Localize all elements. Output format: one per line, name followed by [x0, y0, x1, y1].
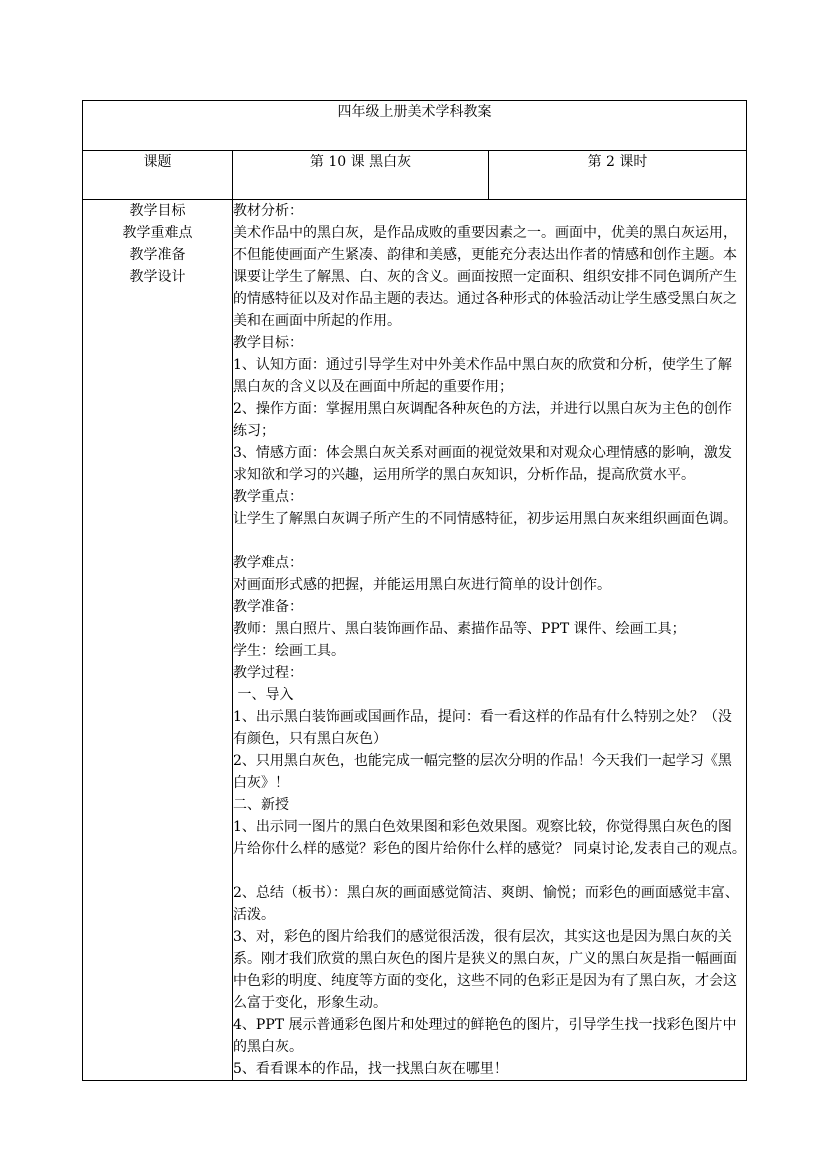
content-line: 么富于变化，形象生动。: [233, 995, 387, 1011]
content-line: 教材分析：: [233, 203, 303, 219]
content-line: 求知欲和学习的兴趣，运用所学的黑白灰知识，分析作品，提高欣赏水平。: [233, 467, 695, 483]
content-row: [83, 200, 747, 1081]
header-row: [83, 151, 747, 200]
content-line: 活泼。: [233, 907, 275, 923]
content-line: 2、只用黑白灰色，也能完成一幅完整的层次分明的作品！今天我们一起学习《黑: [233, 753, 732, 769]
lesson-period: 第 2 课时: [489, 151, 747, 200]
content-line: 片给你什么样的感觉？彩色的图片给你什么样的感觉？ 同桌讨论,发表自己的观点。: [233, 841, 746, 857]
topic-label: 课题: [83, 151, 233, 200]
document-title: 四年级上册美术学科教案: [83, 101, 747, 151]
content-line: 黑白灰的含义以及在画面中所起的重要作用；: [233, 379, 513, 395]
lesson-content: [233, 200, 747, 1081]
content-line: 教师：黑白照片、黑白装饰画作品、素描作品等、PPT 课件、绘画工具；: [233, 621, 686, 637]
content-line: 一、导入: [233, 687, 294, 703]
content-line: 2、总结（板书）：黑白灰的画面感觉简洁、爽朗、愉悦；而彩色的画面感觉丰富、: [233, 885, 739, 901]
content-line: 中色彩的明度、纯度等方面的变化，这些不同的色彩正是因为有了黑白灰，才会这: [233, 973, 737, 989]
content-line: 白灰》！: [233, 775, 289, 791]
content-line: 学生：绘画工具。: [233, 643, 345, 659]
content-line: 二、新授: [233, 797, 289, 813]
content-line: 美术作品中的黑白灰，是作品成败的重要因素之一。画面中，优美的黑白灰运用，: [233, 225, 737, 241]
content-line: 教学过程：: [233, 665, 303, 681]
lesson-name: 第 10 课 黑白灰: [233, 151, 489, 200]
content-line: 3、对，彩色的图片给我们的感觉很活泼，很有层次，其实这也是因为黑白灰的关: [233, 929, 732, 945]
side-label-key-points: 教学重难点: [122, 225, 193, 241]
title-row: [83, 101, 747, 151]
content-line: 1、认知方面：通过引导学生对中外美术作品中黑白灰的欣赏和分析，使学生了解: [233, 357, 732, 373]
side-label-preparation: 教学准备: [129, 247, 186, 263]
side-labels: [83, 200, 233, 1081]
content-line: 让学生了解黑白灰调子所产生的不同情感特征，初步运用黑白灰来组织画面色调。: [233, 511, 737, 527]
content-line: 1、出示黑白装饰画或国画作品，提问：看一看这样的作品有什么特别之处？（没: [233, 709, 732, 725]
content-line: 教学目标：: [233, 335, 303, 351]
content-line: 系。刚才我们欣赏的黑白灰色的图片是狭义的黑白灰，广义的黑白灰是指一幅画面: [233, 951, 737, 967]
content-line: 不但能使画面产生紧凑、韵律和美感，更能充分表达出作者的情感和创作主题。本: [233, 247, 737, 263]
blank-line: [233, 530, 746, 552]
content-line: 的情感特征以及对作品主题的表达。通过各种形式的体验活动让学生感受黑白灰之: [233, 291, 737, 307]
content-line: 4、PPT 展示普通彩色图片和处理过的鲜艳色的图片，引导学生找一找彩色图片中: [233, 1017, 737, 1033]
content-line: 3、情感方面：体会黑白灰关系对画面的视觉效果和对观众心理情感的影响，激发: [233, 445, 732, 461]
content-line: 有颜色，只有黑白灰色）: [233, 731, 387, 747]
content-line: 美和在画面中所起的作用。: [233, 313, 401, 329]
content-lines: [233, 200, 746, 1080]
content-line: 教学准备：: [233, 599, 303, 615]
content-line: 课要让学生了解黑、白、灰的含义。画面按照一定面积、组织安排不同色调所产生: [233, 269, 737, 285]
blank-line: [233, 860, 746, 882]
side-label-objectives: 教学目标: [129, 203, 186, 219]
content-line: 教学难点：: [233, 555, 303, 571]
side-label-design: 教学设计: [129, 269, 186, 285]
content-line: 2、操作方面：掌握用黑白灰调配各种灰色的方法，并进行以黑白灰为主色的创作: [233, 401, 732, 417]
content-line: 教学重点：: [233, 489, 303, 505]
content-line: 5、看看课本的作品，找一找黑白灰在哪里！: [233, 1061, 508, 1077]
lesson-plan-table: [82, 100, 747, 1081]
content-line: 1、出示同一图片的黑白色效果图和彩色效果图。观察比较，你觉得黑白灰色的图: [233, 819, 732, 835]
content-line: 的黑白灰。: [233, 1039, 303, 1055]
content-line: 对画面形式感的把握，并能运用黑白灰进行简单的设计创作。: [233, 577, 611, 593]
content-line: 练习；: [233, 423, 275, 439]
